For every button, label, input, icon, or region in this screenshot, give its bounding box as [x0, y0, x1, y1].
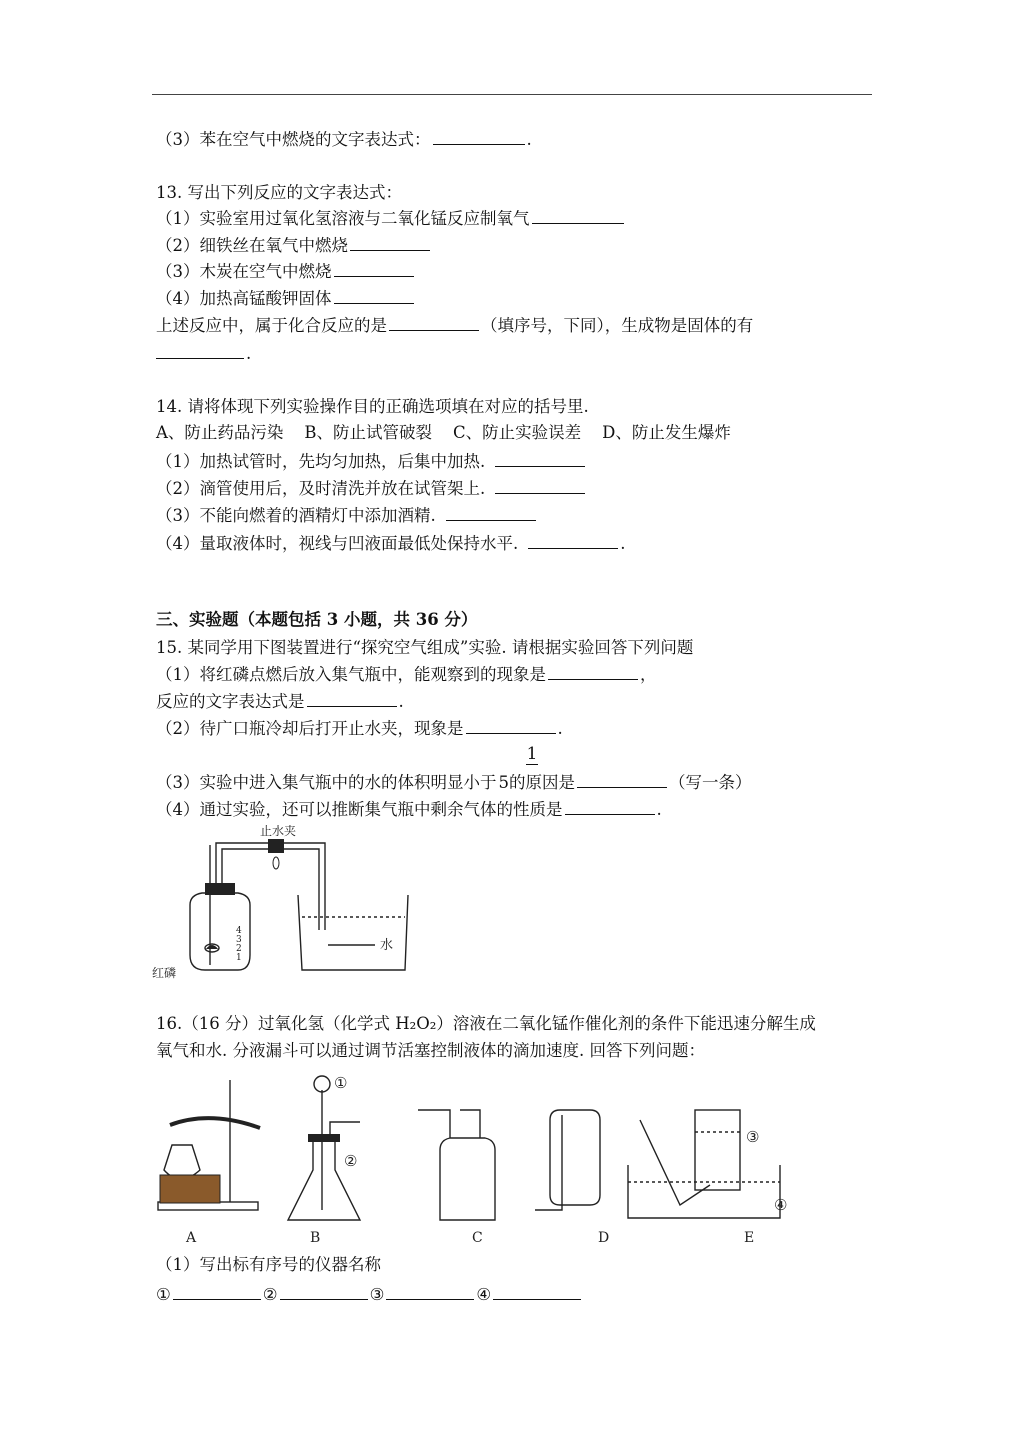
q14-part1: （1）加热试管时，先均匀加热，后集中加热.: [156, 452, 587, 472]
q13-part2: （2）细铁丝在氧气中燃烧: [156, 236, 432, 256]
clamp-handle: [273, 857, 279, 869]
answer-blank[interactable]: [466, 719, 556, 734]
bottle-c: [440, 1138, 495, 1220]
q14-options: A、防止药品污染 B、防止试管破裂 C、防止实验误差 D、防止发生爆炸: [156, 423, 731, 442]
section3-title: 三、实验题（本题包括 3 小题，共 36 分）: [156, 610, 478, 629]
q16-title2: 氧气和水. 分液漏斗可以通过调节活塞控制液体的滴加速度. 回答下列问题：: [156, 1041, 705, 1060]
q15-part3: （3）实验中进入集气瓶中的水的体积明显小于 5的原因是 （写一条）: [156, 773, 752, 792]
q16-title: 16.（16 分）过氧化氢（化学式 H₂O₂）溶液在二氧化锰作催化剂的条件下能迅速分解生成: [156, 1014, 816, 1033]
q12-part3-text: （3）苯在空气中燃烧的文字表达式：: [156, 130, 431, 149]
beaker: [298, 895, 408, 970]
answer-blank[interactable]: [386, 1285, 474, 1300]
marker-4: ④: [774, 1196, 788, 1214]
bottle-d: [550, 1110, 600, 1205]
q14-part2: （2）滴管使用后，及时清洗并放在试管架上.: [156, 479, 587, 499]
answer-blank[interactable]: [495, 452, 585, 467]
water-label: 水: [380, 938, 394, 953]
q15-part1b: 反应的文字表达式是 .: [156, 692, 404, 711]
red-phosphorus: [206, 945, 218, 949]
answer-blank[interactable]: [334, 262, 414, 277]
marker-3: ③: [746, 1128, 760, 1146]
volume-mark-2: 2: [236, 944, 242, 954]
q15-title: 15. 某同学用下图装置进行“探究空气组成”实验. 请根据实验回答下列问题: [156, 638, 694, 657]
q13-summary-cont: .: [156, 344, 251, 364]
q12-part3: （3）苯在空气中燃烧的文字表达式： .: [156, 130, 532, 149]
q15-part2: （2）待广口瓶冷却后打开止水夹，现象是 .: [156, 719, 563, 738]
gas-collecting-bottle: [695, 1110, 740, 1190]
fraction-numerator: 1: [526, 744, 538, 764]
answer-blank[interactable]: [548, 665, 638, 680]
answer-blank[interactable]: [493, 1285, 581, 1300]
answer-blank[interactable]: [173, 1285, 261, 1300]
q15-part4: （4）通过实验，还可以推断集气瓶中剩余气体的性质是 .: [156, 800, 662, 819]
tube-c-short: [460, 1110, 480, 1138]
fraction-denominator: 5: [498, 773, 509, 792]
q15-apparatus-figure: [150, 825, 420, 985]
separatory-funnel: [314, 1076, 330, 1092]
wooden-block: [160, 1175, 220, 1203]
answer-blank[interactable]: [577, 773, 667, 788]
answer-blank[interactable]: [280, 1285, 368, 1300]
test-tube: [170, 1118, 260, 1128]
tube-c-long: [418, 1110, 450, 1138]
stop-clamp: [268, 839, 284, 853]
fraction-one-fifth: [526, 744, 538, 765]
label-c: C: [472, 1230, 483, 1246]
rubber-stopper: [205, 883, 235, 895]
q13-summary: 上述反应中，属于化合反应的是 （填序号，下同），生成物是固体的有: [156, 316, 754, 335]
q14-part3: （3）不能向燃着的酒精灯中添加酒精.: [156, 506, 538, 526]
label-d: D: [598, 1230, 610, 1246]
q15-part1: （1）将红磷点燃后放入集气瓶中，能观察到的现象是 ，: [156, 665, 657, 684]
q16-part1: （1）写出标有序号的仪器名称: [156, 1255, 381, 1274]
label-b: B: [310, 1230, 321, 1246]
answer-blank[interactable]: [389, 316, 479, 331]
q14-part4: （4）量取液体时，视线与凹液面最低处保持水平. .: [156, 534, 626, 553]
water-trough: [628, 1165, 780, 1218]
marker-1: ①: [334, 1074, 348, 1092]
delivery-tube-e: [640, 1120, 710, 1205]
answer-blank[interactable]: [528, 534, 618, 549]
answer-blank[interactable]: [446, 506, 536, 521]
phosphorus-label: 红磷: [152, 966, 177, 980]
q13-part4: （4）加热高锰酸钾固体: [156, 289, 416, 309]
q13-part3: （3）木炭在空气中燃烧: [156, 262, 416, 282]
q16-answers: ① ② ③ ④: [156, 1285, 583, 1305]
answer-blank[interactable]: [307, 692, 397, 707]
connecting-tube-inner: [222, 849, 319, 930]
answer-blank[interactable]: [156, 344, 244, 359]
answer-blank[interactable]: [495, 479, 585, 494]
q14-title: 14. 请将体现下列实验操作目的正确选项填在对应的括号里.: [156, 397, 589, 416]
volume-mark-4: 4: [236, 926, 242, 936]
clamp-label: 止水夹: [260, 825, 297, 838]
q13-title: 13. 写出下列反应的文字表达式：: [156, 183, 402, 202]
answer-blank[interactable]: [565, 800, 655, 815]
q16-apparatus-figure: [150, 1070, 810, 1250]
label-e: E: [744, 1230, 755, 1246]
answer-blank[interactable]: [532, 209, 624, 224]
tube-d: [535, 1115, 562, 1210]
volume-mark-3: 3: [236, 935, 242, 945]
marker-2: ②: [344, 1152, 358, 1170]
answer-blank[interactable]: [433, 130, 525, 145]
answer-blank[interactable]: [350, 236, 430, 251]
flask-stopper: [308, 1134, 340, 1142]
label-a: A: [186, 1230, 197, 1246]
volume-mark-1: 1: [236, 953, 242, 963]
header-rule: [152, 94, 872, 95]
answer-blank[interactable]: [334, 289, 414, 304]
q13-part1: （1）实验室用过氧化氢溶液与二氧化锰反应制氧气: [156, 209, 626, 229]
alcohol-lamp: [164, 1145, 200, 1179]
fraction-bar: [526, 764, 538, 765]
